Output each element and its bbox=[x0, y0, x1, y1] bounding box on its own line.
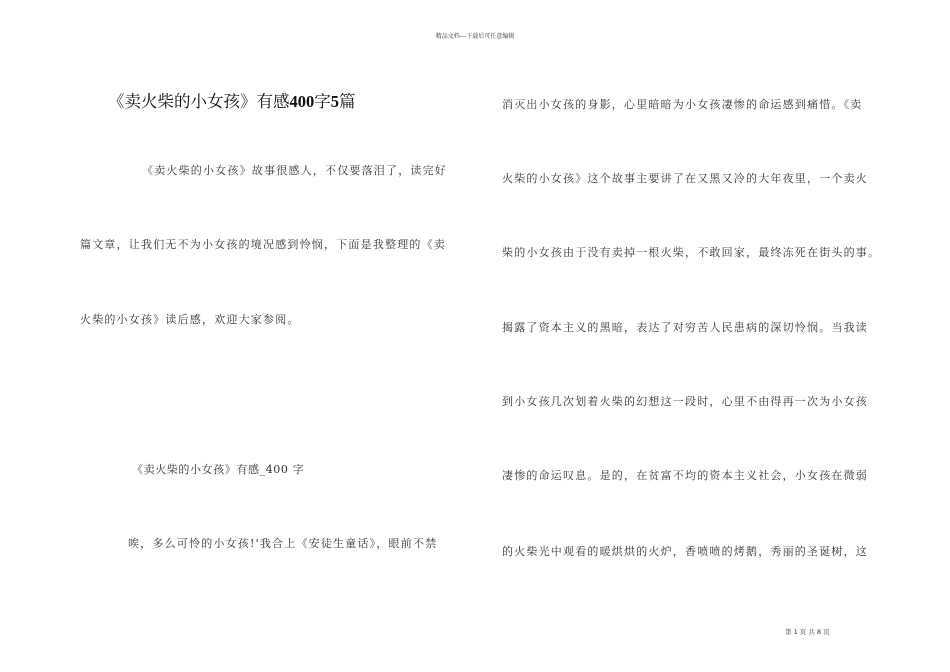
section-heading: 《卖火柴的小女孩》有感_400 字 bbox=[132, 463, 305, 476]
intro-line-1: 《卖火柴的小女孩》故事很感人，不仅要落泪了，读完好 bbox=[142, 164, 447, 177]
right-line-7: 的火柴光中观看的暖烘烘的火炉，香喷喷的烤鹅，秀丽的圣诞树，这 bbox=[502, 545, 868, 558]
document-title bbox=[108, 88, 468, 112]
title-count: 5 bbox=[330, 92, 339, 111]
right-line-1: 消灭出小女孩的身影，心里暗暗为小女孩凄惨的命运感到痛惜。《卖 bbox=[502, 98, 863, 111]
body-line: 唉，多么可怜的小女孩!'我合上《安徒生童话》，眼前不禁 bbox=[128, 537, 438, 550]
header-note: 精品文档---下载后可任意编辑 bbox=[435, 33, 515, 40]
title-suffix: 篇 bbox=[339, 92, 356, 111]
right-line-2: 火柴的小女孩》这个故事主要讲了在又黑又冷的大年夜里，一个卖火 bbox=[502, 172, 868, 185]
title-unit: 字 bbox=[314, 92, 331, 111]
intro-line-3: 火柴的小女孩》读后感，欢迎大家参阅。 bbox=[80, 313, 300, 326]
intro-line-2: 篇文章，让我们无不为小女孩的境况感到怜悯，下面是我整理的《卖 bbox=[80, 238, 446, 251]
right-line-4: 揭露了资本主义的黑暗，表达了对穷苦人民患病的深切怜悯。当我读 bbox=[502, 321, 868, 334]
right-line-5: 到小女孩几次划着火柴的幻想这一段时，心里不由得再一次为小女孩 bbox=[502, 395, 868, 408]
right-line-6: 凄惨的命运叹息。是的，在贫富不均的资本主义社会，小女孩在微弱 bbox=[502, 469, 868, 482]
page-number: 第 1 页 共 8 页 bbox=[785, 628, 830, 636]
right-line-3: 柴的小女孩由于没有卖掉一根火柴，不敢回家，最终冻死在街头的事。 bbox=[502, 246, 881, 259]
title-number: 400 bbox=[289, 92, 315, 111]
title-text: 《卖火柴的小女孩》有感 bbox=[108, 92, 290, 111]
